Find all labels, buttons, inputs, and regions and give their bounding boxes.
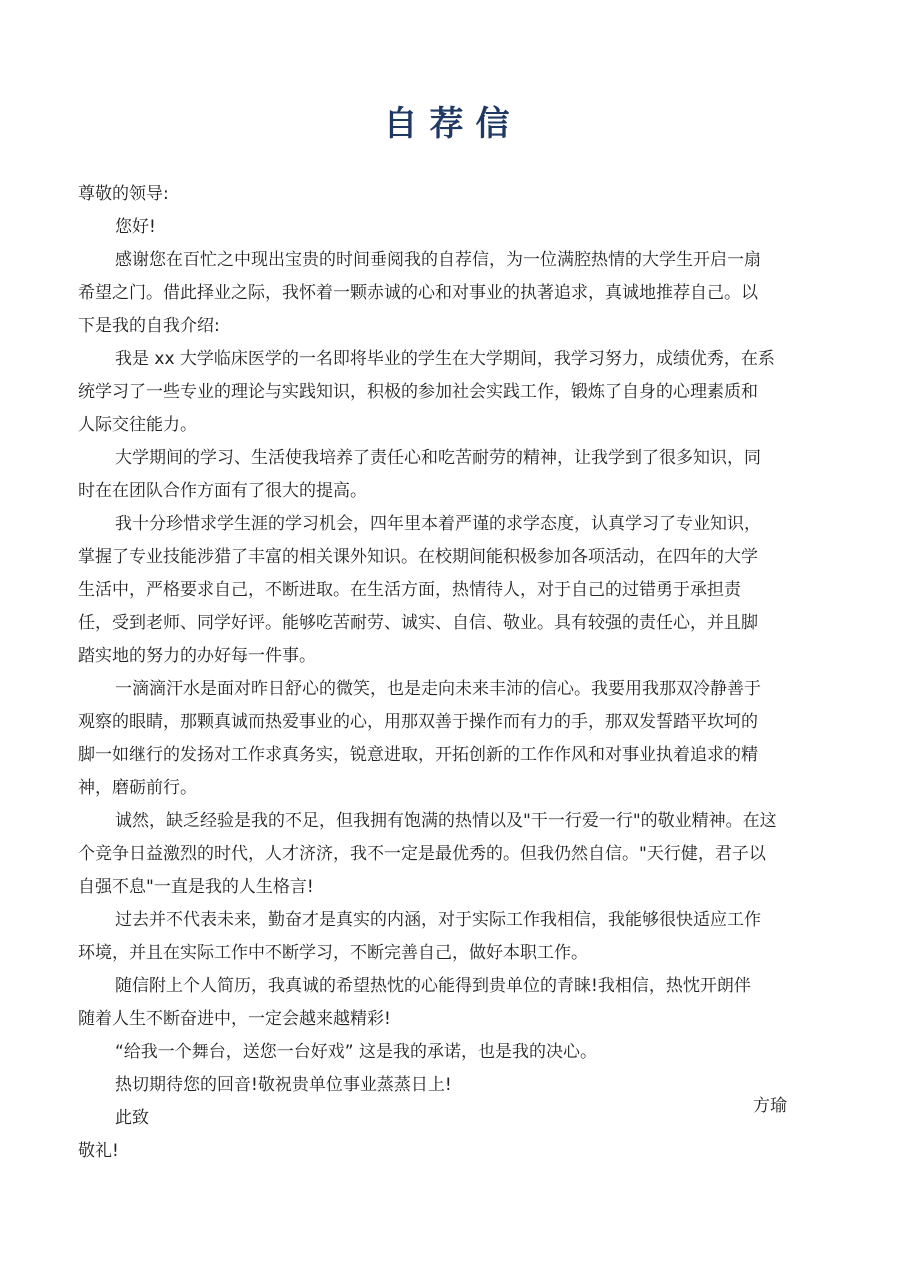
paragraph-line: 希望之门。借此择业之际，我怀着一颗赤诚的心和对事业的执著追求，真诚地推荐自己。以 — [78, 283, 758, 303]
paragraph-2 — [78, 343, 814, 442]
paragraph-1 — [78, 244, 814, 343]
paragraph-line: 统学习了一些专业的理论与实践知识，积极的参加社会实践工作，锻炼了自身的心理素质和 — [78, 382, 758, 402]
letter-title: 自荐信 — [383, 104, 522, 144]
paragraph-line: 大学期间的学习、生活使我培养了责任心和吃苦耐劳的精神，让我学到了很多知识，同 — [115, 448, 761, 468]
paragraph-line: 一滴滴汗水是面对昨日舒心的微笑，也是走向未来丰沛的信心。我要用我那双冷静善于 — [115, 679, 761, 699]
salutation: 尊敬的领导: — [78, 184, 169, 204]
paragraph-line: 任，受到老师、同学好评。能够吃苦耐劳、诚实、自信、敬业。具有较强的责任心，并且脚 — [78, 613, 758, 633]
paragraph-line: 神，磨砺前行。 — [78, 778, 197, 798]
paragraph-line: 感谢您在百忙之中现出宝贵的时间垂阅我的自荐信，为一位满腔热情的大学生开启一扇 — [115, 250, 761, 270]
paragraph-7 — [78, 904, 814, 970]
paragraph-line: 过去并不代表未来，勤奋才是真实的内涵，对于实际工作我相信，我能够很快适应工作 — [115, 910, 761, 930]
paragraph-line: 脚一如继行的发扬对工作求真务实，锐意进取，开拓创新的工作作风和对事业执着追求的精 — [78, 745, 758, 765]
paragraph-3 — [78, 442, 814, 508]
paragraph-4 — [78, 508, 814, 673]
paragraph-line: 踏实地的努力的办好每一件事。 — [78, 646, 316, 666]
letter-body — [78, 178, 814, 1168]
paragraph-5 — [78, 673, 814, 805]
paragraph-line: 我十分珍惜求学生涯的学习机会，四年里本着严谨的求学态度，认真学习了专业知识， — [115, 514, 761, 534]
paragraph-6 — [78, 805, 814, 904]
paragraph-line: “给我一个舞台，送您一台好戏” 这是我的承诺，也是我的决心。 — [115, 1042, 598, 1062]
paragraph-line: 热切期待您的回音!敬祝贵单位事业蒸蒸日上! — [115, 1075, 452, 1095]
closing-salute: 敬礼! — [78, 1141, 119, 1161]
paragraph-line: 环境，并且在实际工作中不断学习，不断完善自己，做好本职工作。 — [78, 943, 588, 963]
paragraph-line: 个竞争日益激烈的时代，人才济济，我不一定是最优秀的。但我仍然自信。"天行健，君子以 — [78, 844, 766, 864]
paragraph-line: 掌握了专业技能涉猎了丰富的相关课外知识。在校期间能积极参加各项活动，在四年的大学 — [78, 547, 758, 567]
greeting: 您好! — [115, 217, 156, 237]
paragraph-line: 时在在团队合作方面有了很大的提高。 — [78, 481, 367, 501]
paragraph-line: 随信附上个人简历，我真诚的希望热忱的心能得到贵单位的青睐!我相信，热忱开朗伴 — [115, 976, 751, 996]
paragraph-line: 自强不息"一直是我的人生格言! — [78, 877, 314, 897]
paragraph-line: 我是 xx 大学临床医学的一名即将毕业的学生在大学期间，我学习努力，成绩优秀，在系 — [115, 349, 775, 369]
paragraph-line: 下是我的自我介绍: — [78, 316, 220, 336]
paragraph-line: 随着人生不断奋进中，一定会越来越精彩! — [78, 1009, 391, 1029]
paragraph-10 — [78, 1069, 814, 1102]
signature: 方瑜 — [753, 1096, 787, 1116]
paragraph-8 — [78, 970, 814, 1036]
paragraph-line: 观察的眼睛，那颗真诚而热爱事业的心，用那双善于操作而有力的手，那双发誓踏平坎坷的 — [78, 712, 758, 732]
paragraph-9 — [78, 1036, 814, 1069]
paragraph-line: 生活中，严格要求自己，不断进取。在生活方面，热情待人，对于自己的过错勇于承担责 — [78, 580, 741, 600]
paragraph-line: 人际交往能力。 — [78, 415, 197, 435]
closing-phrase: 此致 — [115, 1108, 149, 1128]
paragraph-line: 诚然，缺乏经验是我的不足，但我拥有饱满的热情以及"干一行爱一行"的敬业精神。在这 — [115, 811, 777, 831]
